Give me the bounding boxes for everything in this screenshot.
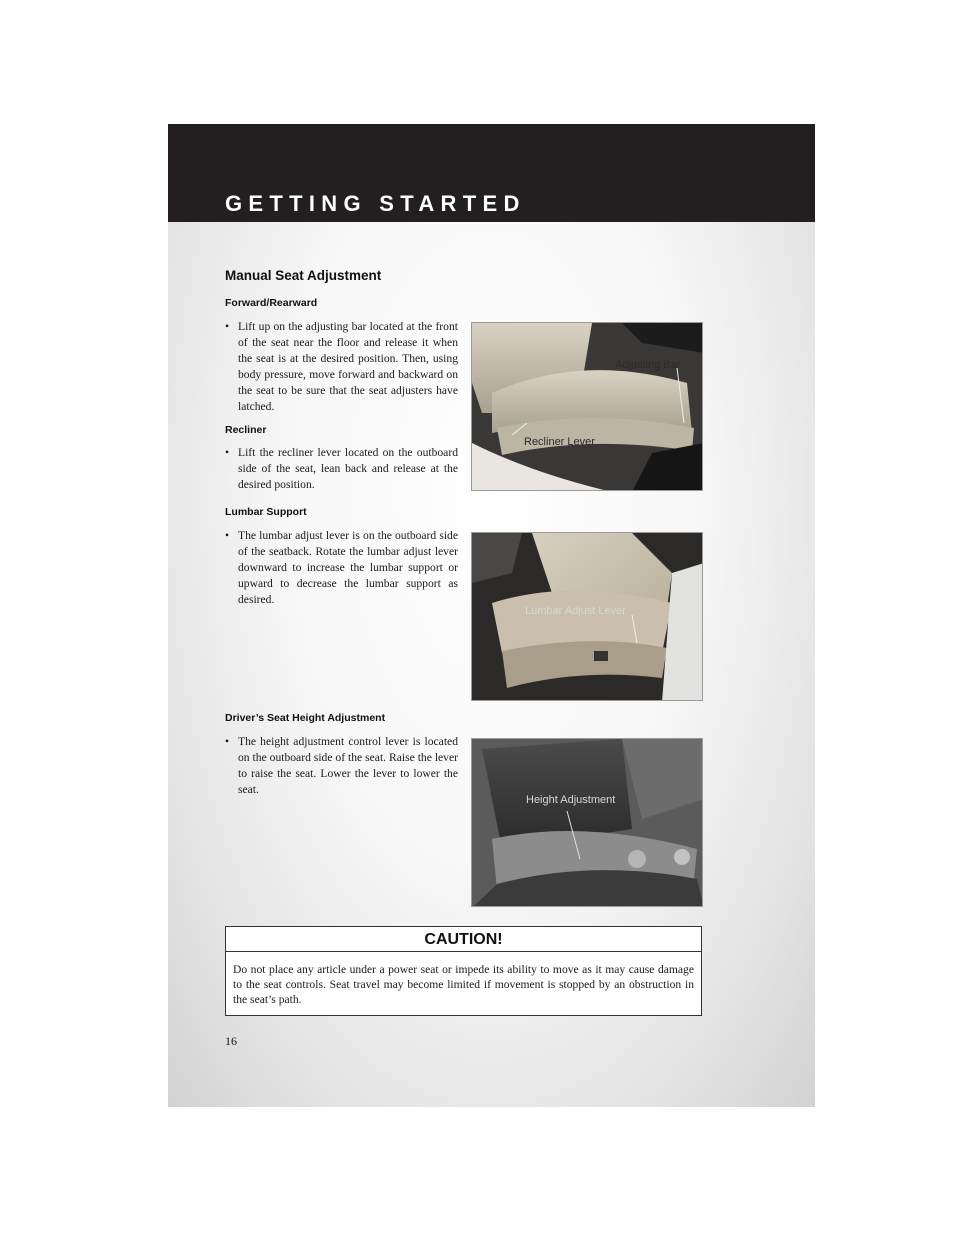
- label-adjusting-bar: Adjusting Bar: [615, 359, 681, 371]
- page-title: Manual Seat Adjustment: [225, 268, 382, 283]
- bullet-lumbar-support: [225, 528, 458, 608]
- bullet-text: The lumbar adjust lever is on the outboard side of the seatback. Rotate the lumbar adjust lever downward to increase the lumbar support or upward to decrease the lumbar support as desired.: [238, 529, 458, 606]
- heading-height-adjustment: Driver’s Seat Height Adjustment: [225, 712, 386, 724]
- bullet-height-adjustment: [225, 734, 458, 798]
- heading-forward-rearward: Forward/Rearward: [225, 297, 318, 309]
- page-number: 16: [225, 1034, 237, 1048]
- section-header-title: GETTING STARTED: [225, 191, 526, 216]
- caution-title: CAUTION!: [226, 927, 701, 952]
- bullet-recliner: [225, 445, 458, 493]
- bullet-dot: •: [225, 529, 230, 542]
- bullet-text: Lift the recliner lever located on the outboard side of the seat, lean back and release at the desired position.: [238, 446, 458, 491]
- seat-illustration: [472, 533, 703, 701]
- seat-photo-adjusting-bar: [471, 322, 703, 491]
- label-height-adjustment: Height Adjustment: [526, 794, 616, 806]
- manual-page: [168, 124, 815, 1107]
- seat-photo-lumbar: [471, 532, 703, 701]
- bullet-dot: •: [225, 735, 230, 748]
- bullet-text: Lift up on the adjusting bar located at the front of the seat near the floor and release it when the seat is at the desired position. Then, using body pressure, move forward and backward on the seat to be sure that the seat adjusters have latched.: [238, 320, 458, 413]
- heading-lumbar-support: Lumbar Support: [225, 506, 307, 518]
- seat-illustration: [472, 323, 703, 491]
- caution-box: [225, 926, 702, 1016]
- bullet-dot: •: [225, 446, 230, 459]
- section-header-bar: [168, 124, 815, 222]
- bullet-forward-rearward: [225, 319, 458, 415]
- heading-recliner: Recliner: [225, 424, 267, 436]
- label-lumbar-adjust-lever: Lumbar Adjust Lever: [525, 605, 626, 617]
- seat-illustration: [472, 739, 703, 907]
- label-recliner-lever: Recliner Lever: [524, 436, 595, 448]
- bullet-dot: •: [225, 320, 230, 333]
- caution-text: Do not place any article under a power seat or impede its ability to move as it may cause damage to the seat controls. Seat travel may become limited if movement is stopped by an obstruction in the seat’s path.: [233, 963, 694, 1006]
- seat-photo-height: [471, 738, 703, 907]
- bullet-text: The height adjustment control lever is located on the outboard side of the seat. Raise the lever to raise the seat. Lower the lever to lower the seat.: [238, 735, 458, 796]
